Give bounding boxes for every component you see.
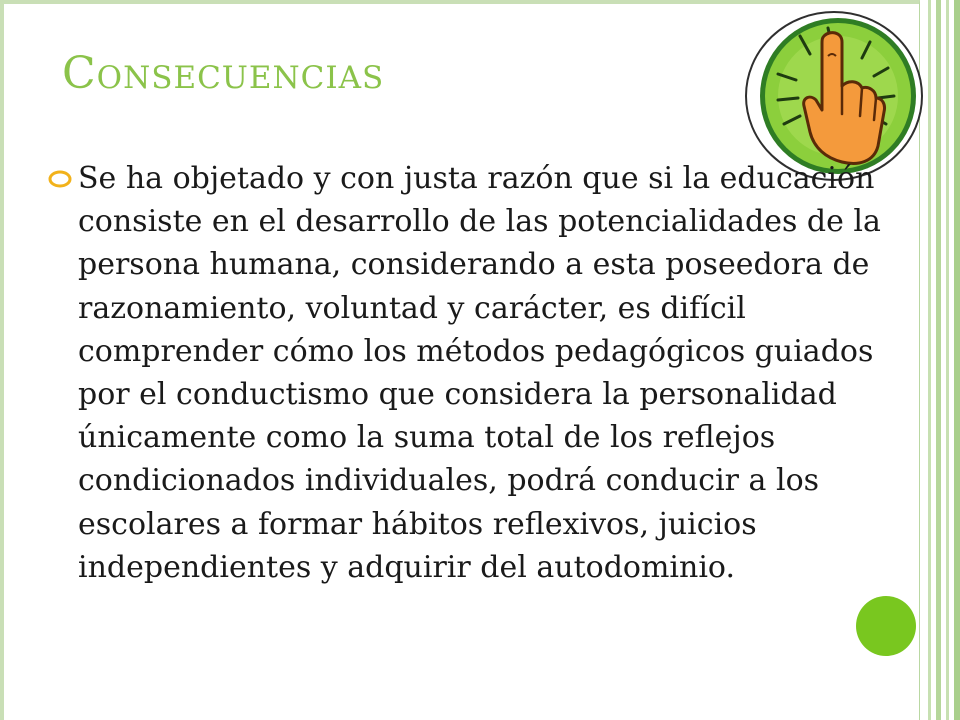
side-stripe	[936, 0, 941, 720]
side-stripe	[954, 0, 960, 720]
side-stripe	[946, 0, 949, 720]
bullet-ring-icon	[48, 170, 72, 188]
bullet-text: Se ha objetado y con justa razón que si la educación consiste en el desarrollo de las potencialidades de la persona humana, considerando a esta poseedora de razonamiento, voluntad y carácter, es difícil comprender cómo los métodos pedagógicos guiados por el conductismo que considera la personalidad únicamente como la suma total de los reflejos condicionados individuales, podrá conducir a los escolares a formar hábitos reflexivos, juicios independientes y adquirir del autodominio.	[78, 161, 881, 585]
slide-title: Consecuencias	[62, 48, 385, 99]
decorative-green-dot	[856, 596, 916, 656]
